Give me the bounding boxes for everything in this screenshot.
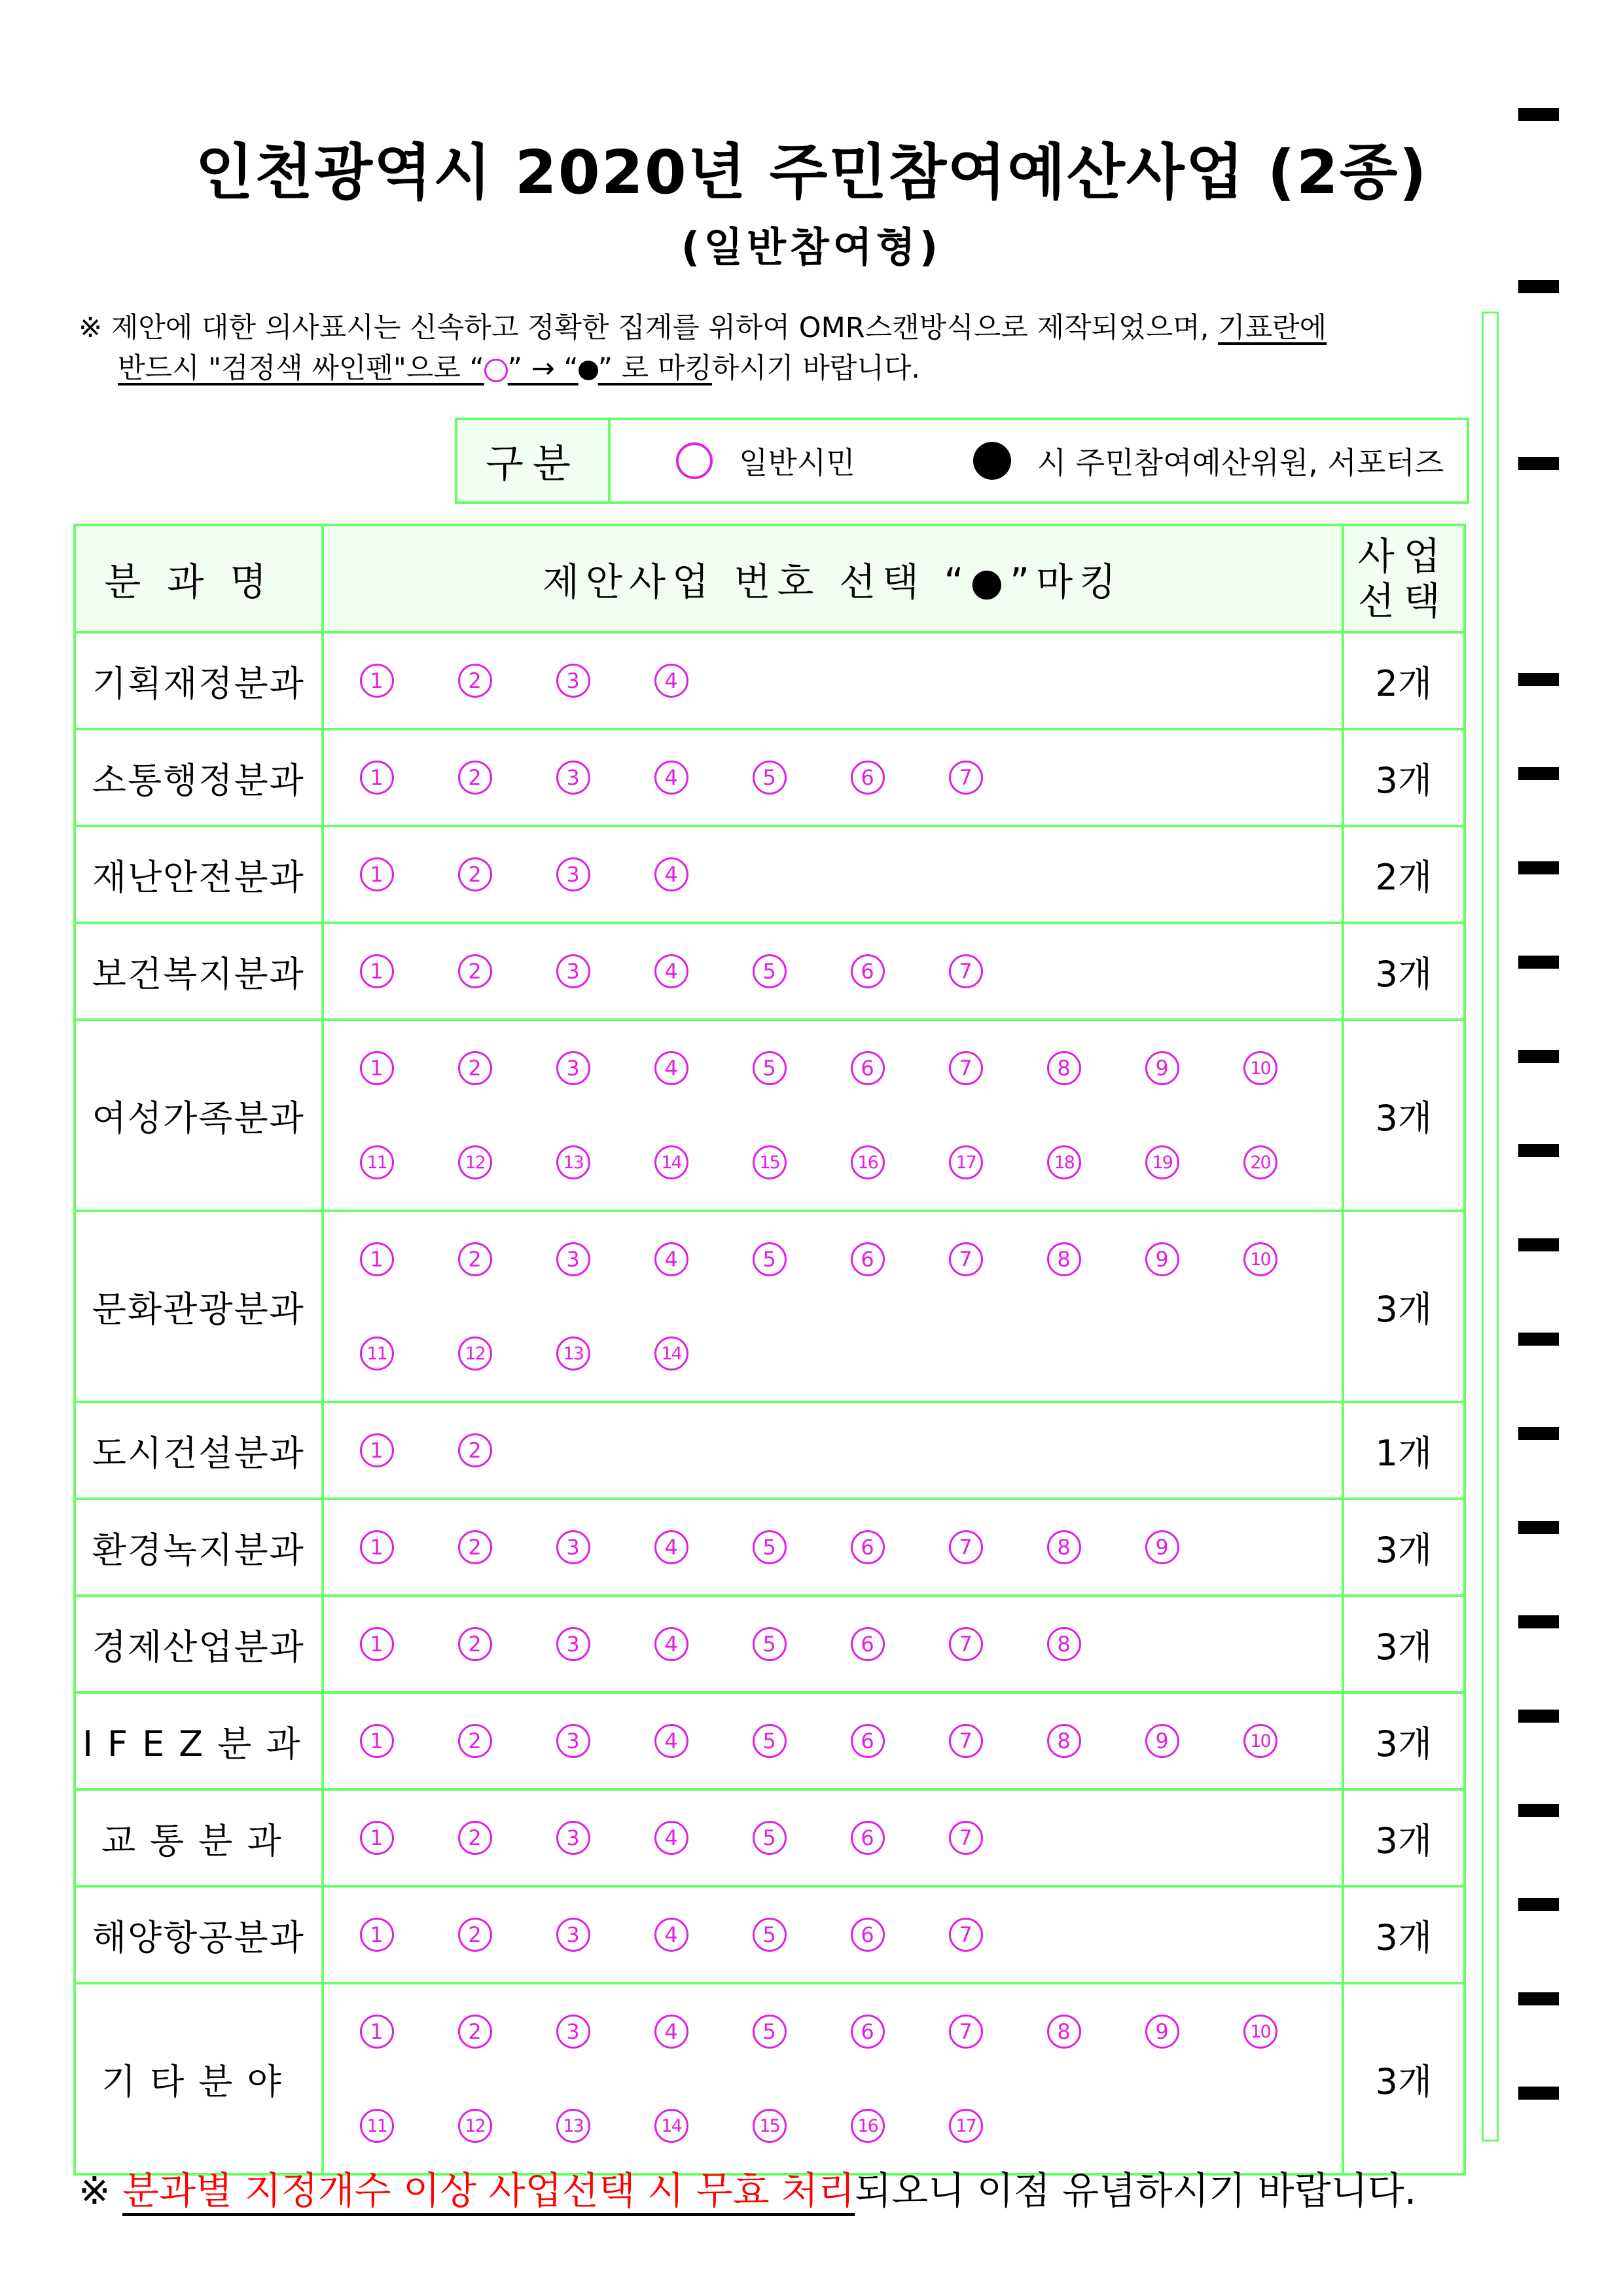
proposal-bubble[interactable]: 7 <box>949 1821 983 1855</box>
table-row <box>75 1596 1465 1693</box>
proposal-bubble[interactable]: 1 <box>360 1433 394 1467</box>
selection-count: 3개 <box>1343 1211 1465 1402</box>
proposal-bubble[interactable]: 8 <box>1047 1242 1081 1276</box>
table-row <box>75 1020 1465 1211</box>
header-selection-count <box>1343 525 1465 632</box>
selection-count: 3개 <box>1343 1983 1465 2174</box>
selection-count: 1개 <box>1343 1402 1465 1499</box>
proposal-bubble[interactable]: 13 <box>556 2109 590 2143</box>
proposal-bubble[interactable]: 3 <box>556 2015 590 2049</box>
bubble-cell <box>323 1789 1343 1886</box>
selection-count: 3개 <box>1343 1789 1465 1886</box>
proposal-bubble[interactable]: 2 <box>458 1051 492 1085</box>
proposal-bubble[interactable]: 7 <box>949 954 983 988</box>
table-row <box>75 1693 1465 1789</box>
bubble-line <box>360 2079 1342 2173</box>
proposal-bubble[interactable]: 3 <box>556 954 590 988</box>
footer-prefix: ※ <box>79 2168 123 2213</box>
timing-mark <box>1518 1898 1559 1911</box>
notice-text-4: ” → “ <box>507 352 579 385</box>
header-count-line2: 선택 <box>1357 579 1450 623</box>
division-name: 환경녹지분과 <box>75 1499 323 1596</box>
table-row <box>75 632 1465 729</box>
bubble-line <box>360 1791 1342 1885</box>
proposal-bubble[interactable]: 8 <box>1047 2015 1081 2049</box>
bubble-line <box>360 1500 1342 1594</box>
bubble-cell <box>323 1402 1343 1499</box>
division-name: 교통분과 <box>75 1789 323 1886</box>
proposal-bubble[interactable]: 6 <box>851 1724 885 1758</box>
proposal-bubble[interactable]: 6 <box>851 1242 885 1276</box>
bubble-line <box>360 1888 1342 1982</box>
proposal-bubble[interactable]: 4 <box>654 1242 688 1276</box>
proposal-bubble[interactable]: 7 <box>949 1242 983 1276</box>
proposal-bubble[interactable]: 9 <box>1145 1051 1179 1085</box>
proposal-bubble[interactable]: 2 <box>458 1433 492 1467</box>
footer-warning: 분과별 지정개수 이상 사업선택 시 무효 처리 <box>122 2168 855 2213</box>
notice-text-3: 반드시 "검정색 싸인펜"으로 “ <box>118 352 484 385</box>
selection-count: 3개 <box>1343 1596 1465 1693</box>
proposal-bubble[interactable]: 1 <box>360 1821 394 1855</box>
proposal-bubble[interactable]: 4 <box>654 2015 688 2049</box>
timing-mark <box>1518 1804 1559 1817</box>
header-proposal: 제안사업 번호 선택 “●”마킹 <box>323 525 1343 632</box>
table-row <box>75 923 1465 1020</box>
header-count-line1: 사업 <box>1357 534 1450 579</box>
proposal-bubble[interactable]: 3 <box>556 1627 590 1661</box>
proposal-bubble[interactable]: 3 <box>556 1724 590 1758</box>
proposal-bubble[interactable]: 5 <box>753 954 787 988</box>
bubble-line <box>360 1021 1342 1115</box>
right-margin-strip <box>1482 312 1499 2142</box>
proposal-bubble[interactable]: 7 <box>949 1724 983 1758</box>
proposal-bubble[interactable]: 2 <box>458 1821 492 1855</box>
proposal-bubble[interactable]: 1 <box>360 1918 394 1952</box>
bubble-line <box>360 730 1342 825</box>
proposal-bubble[interactable]: 13 <box>556 1336 590 1371</box>
proposal-bubble[interactable]: 6 <box>851 954 885 988</box>
bubble-line <box>360 1403 1342 1498</box>
table-row <box>75 729 1465 826</box>
proposal-bubble[interactable]: 19 <box>1145 1145 1179 1179</box>
proposal-bubble[interactable]: 11 <box>360 2109 394 2143</box>
proposal-bubble[interactable]: 7 <box>949 1918 983 1952</box>
proposal-bubble[interactable]: 9 <box>1145 1724 1179 1758</box>
bubble-cell <box>323 632 1343 729</box>
proposal-bubble[interactable]: 4 <box>654 1918 688 1952</box>
proposal-bubble[interactable]: 9 <box>1145 1530 1179 1564</box>
proposal-bubble[interactable]: 5 <box>753 1821 787 1855</box>
proposal-bubble[interactable]: 2 <box>458 1530 492 1564</box>
proposal-bubble[interactable]: 3 <box>556 761 590 795</box>
proposal-bubble[interactable]: 4 <box>654 761 688 795</box>
bubble-cell <box>323 1886 1343 1983</box>
selection-count: 3개 <box>1343 1499 1465 1596</box>
timing-mark <box>1518 956 1559 969</box>
proposal-bubble[interactable]: 14 <box>654 1336 688 1371</box>
selection-count: 2개 <box>1343 632 1465 729</box>
bubble-cell <box>323 1693 1343 1789</box>
proposal-bubble[interactable]: 5 <box>753 1051 787 1085</box>
committee-member-label: 시 주민참여예산위원, 서포터즈 <box>1037 445 1444 480</box>
bubble-cell <box>323 1211 1343 1402</box>
proposal-bubble[interactable]: 10 <box>1243 1724 1277 1758</box>
timing-mark <box>1518 767 1559 780</box>
proposal-bubble[interactable]: 1 <box>360 1530 394 1564</box>
selection-count: 3개 <box>1343 1693 1465 1789</box>
timing-mark <box>1518 861 1559 874</box>
proposal-bubble[interactable]: 4 <box>654 857 688 891</box>
proposal-bubble[interactable]: 7 <box>949 2015 983 2049</box>
division-name: 보건복지분과 <box>75 923 323 1020</box>
proposal-bubble[interactable]: 4 <box>654 954 688 988</box>
bubble-cell <box>323 1499 1343 1596</box>
proposal-bubble[interactable]: 7 <box>949 1051 983 1085</box>
notice-text-5: ” 로 마킹 <box>597 352 712 385</box>
proposal-bubble[interactable]: 11 <box>360 1145 394 1179</box>
timing-mark <box>1518 1333 1559 1346</box>
proposal-bubble[interactable]: 1 <box>360 1242 394 1276</box>
proposal-bubble[interactable]: 7 <box>949 761 983 795</box>
proposal-bubble[interactable]: 13 <box>556 1145 590 1179</box>
proposal-bubble[interactable]: 6 <box>851 1051 885 1085</box>
proposal-bubble[interactable]: 1 <box>360 1051 394 1085</box>
proposal-bubble[interactable]: 5 <box>753 1918 787 1952</box>
division-name: 도시건설분과 <box>75 1402 323 1499</box>
proposal-bubble[interactable]: 8 <box>1047 1051 1081 1085</box>
bubble-line <box>360 827 1342 922</box>
bubble-line <box>360 924 1342 1018</box>
proposal-bubble[interactable]: 2 <box>458 954 492 988</box>
bubble-line <box>360 1984 1342 2079</box>
proposal-bubble[interactable]: 3 <box>556 1242 590 1276</box>
timing-mark <box>1518 1238 1559 1251</box>
proposal-bubble[interactable]: 3 <box>556 664 590 698</box>
respondent-type-legend <box>455 418 1469 504</box>
table-row <box>75 1983 1465 2174</box>
division-name: 해양항공분과 <box>75 1886 323 1983</box>
bubble-cell <box>323 1596 1343 1693</box>
proposal-bubble[interactable]: 17 <box>949 2109 983 2143</box>
division-name: IFEZ분과 <box>75 1693 323 1789</box>
bubble-line <box>360 1212 1342 1306</box>
marking-notice <box>79 308 1486 389</box>
proposal-bubble[interactable]: 2 <box>458 1724 492 1758</box>
proposal-bubble[interactable]: 7 <box>949 1530 983 1564</box>
proposal-bubble[interactable]: 1 <box>360 954 394 988</box>
invalid-warning <box>79 2160 1416 2215</box>
proposal-bubble[interactable]: 1 <box>360 2015 394 2049</box>
division-name: 문화관광분과 <box>75 1211 323 1402</box>
proposal-bubble[interactable]: 4 <box>654 1530 688 1564</box>
proposal-bubble[interactable]: 12 <box>458 2109 492 2143</box>
timing-mark <box>1518 1615 1559 1628</box>
proposal-bubble[interactable]: 1 <box>360 664 394 698</box>
selection-count: 3개 <box>1343 729 1465 826</box>
proposal-bubble[interactable]: 9 <box>1145 2015 1179 2049</box>
proposal-bubble[interactable]: 5 <box>753 1242 787 1276</box>
proposal-bubble[interactable]: 20 <box>1243 1145 1277 1179</box>
division-name: 기타분야 <box>75 1983 323 2174</box>
proposal-bubble[interactable]: 4 <box>654 1724 688 1758</box>
proposal-bubble[interactable]: 3 <box>556 1821 590 1855</box>
timing-mark <box>1518 1050 1559 1063</box>
proposal-bubble[interactable]: 3 <box>556 1530 590 1564</box>
timing-mark <box>1518 280 1559 293</box>
bubble-cell <box>323 1983 1343 2174</box>
timing-mark <box>1518 1521 1559 1534</box>
proposal-bubble[interactable]: 14 <box>654 1145 688 1179</box>
proposal-bubble[interactable]: 2 <box>458 1242 492 1276</box>
proposal-bubble[interactable]: 1 <box>360 1627 394 1661</box>
division-name: 재난안전분과 <box>75 826 323 923</box>
proposal-bubble[interactable]: 8 <box>1047 1724 1081 1758</box>
proposal-bubble[interactable]: 10 <box>1243 2015 1277 2049</box>
proposal-bubble[interactable]: 14 <box>654 2109 688 2143</box>
table-row <box>75 826 1465 923</box>
proposal-bubble[interactable]: 16 <box>851 2109 885 2143</box>
proposal-bubble[interactable]: 6 <box>851 1821 885 1855</box>
proposal-bubble[interactable]: 10 <box>1243 1242 1277 1276</box>
footer-suffix: 되오니 이점 유념하시기 바랍니다. <box>855 2168 1417 2213</box>
timing-mark <box>1518 457 1559 470</box>
proposal-bubble[interactable]: 4 <box>654 1051 688 1085</box>
header-division-name: 분과명 <box>75 525 323 632</box>
proposal-bubble[interactable]: 4 <box>654 664 688 698</box>
timing-mark <box>1518 2087 1559 2100</box>
proposal-bubble[interactable]: 6 <box>851 1918 885 1952</box>
proposal-bubble[interactable]: 8 <box>1047 1627 1081 1661</box>
timing-mark <box>1518 1144 1559 1157</box>
proposal-bubble[interactable]: 2 <box>458 1918 492 1952</box>
proposal-bubble[interactable]: 5 <box>753 1627 787 1661</box>
bubble-cell <box>323 1020 1343 1211</box>
proposal-bubble[interactable]: 8 <box>1047 1530 1081 1564</box>
notice-text-6: 하시기 바랍니다. <box>711 352 921 385</box>
proposal-selection-table <box>73 524 1466 2176</box>
proposal-bubble[interactable]: 5 <box>753 1724 787 1758</box>
table-row <box>75 1211 1465 1402</box>
proposal-bubble[interactable]: 9 <box>1145 1242 1179 1276</box>
table-row <box>75 1402 1465 1499</box>
proposal-bubble[interactable]: 5 <box>753 2015 787 2049</box>
proposal-bubble[interactable]: 2 <box>458 664 492 698</box>
selection-count: 3개 <box>1343 1886 1465 1983</box>
timing-mark <box>1518 1427 1559 1440</box>
proposal-bubble[interactable]: 2 <box>458 857 492 891</box>
notice-text-2: 기표란에 <box>1218 312 1327 344</box>
page-title: 인천광역시 2020년 주민참여예산사업 (2종) <box>195 137 1428 207</box>
timing-mark <box>1518 1992 1559 2005</box>
proposal-bubble[interactable]: 16 <box>851 1145 885 1179</box>
proposal-bubble[interactable]: 3 <box>556 1051 590 1085</box>
selection-count: 3개 <box>1343 923 1465 1020</box>
proposal-bubble[interactable]: 10 <box>1243 1051 1277 1085</box>
page-subtitle: (일반참여형) <box>681 223 942 271</box>
table-row <box>75 1789 1465 1886</box>
division-name: 소통행정분과 <box>75 729 323 826</box>
proposal-bubble[interactable]: 4 <box>654 1821 688 1855</box>
division-name: 경제산업분과 <box>75 1596 323 1693</box>
timing-mark <box>1518 673 1559 686</box>
proposal-bubble[interactable]: 6 <box>851 1627 885 1661</box>
empty-circle-icon <box>484 359 508 382</box>
selection-count: 3개 <box>1343 1020 1465 1211</box>
filled-circle-icon <box>579 361 598 380</box>
proposal-bubble[interactable]: 1 <box>360 761 394 795</box>
general-citizen-label: 일반시민 <box>739 445 855 480</box>
timing-mark <box>1518 108 1559 121</box>
committee-member-bubble[interactable] <box>973 442 1011 480</box>
proposal-bubble[interactable]: 3 <box>556 1918 590 1952</box>
division-name: 여성가족분과 <box>75 1020 323 1211</box>
proposal-bubble[interactable]: 6 <box>851 1530 885 1564</box>
selection-count: 2개 <box>1343 826 1465 923</box>
proposal-bubble[interactable]: 1 <box>360 857 394 891</box>
proposal-bubble[interactable]: 2 <box>458 1627 492 1661</box>
bubble-cell <box>323 826 1343 923</box>
proposal-bubble[interactable]: 5 <box>753 1530 787 1564</box>
table-row <box>75 1886 1465 1983</box>
proposal-bubble[interactable]: 2 <box>458 2015 492 2049</box>
proposal-bubble[interactable]: 18 <box>1047 1145 1081 1179</box>
legend-label: 구분 <box>457 420 611 501</box>
bubble-line <box>360 1306 1342 1401</box>
notice-text-1: ※ 제안에 대한 의사표시는 신속하고 정확한 집계를 위하여 OMR스캔방식으로 제작되었으며, <box>79 312 1219 344</box>
table-row <box>75 1499 1465 1596</box>
proposal-bubble[interactable]: 15 <box>753 1145 787 1179</box>
proposal-bubble[interactable]: 1 <box>360 1724 394 1758</box>
general-citizen-bubble[interactable] <box>676 442 713 479</box>
bubble-cell <box>323 923 1343 1020</box>
proposal-bubble[interactable]: 17 <box>949 1145 983 1179</box>
table-header-row <box>75 525 1465 632</box>
bubble-line <box>360 1694 1342 1788</box>
proposal-bubble[interactable]: 6 <box>851 761 885 795</box>
proposal-bubble[interactable]: 2 <box>458 761 492 795</box>
bubble-line <box>360 1115 1342 1210</box>
proposal-bubble[interactable]: 4 <box>654 1627 688 1661</box>
proposal-bubble[interactable]: 12 <box>458 1336 492 1371</box>
proposal-bubble[interactable]: 6 <box>851 2015 885 2049</box>
proposal-bubble[interactable]: 5 <box>753 761 787 795</box>
bubble-line <box>360 1597 1342 1691</box>
proposal-bubble[interactable]: 7 <box>949 1627 983 1661</box>
proposal-bubble[interactable]: 15 <box>753 2109 787 2143</box>
division-name: 기획재정분과 <box>75 632 323 729</box>
bubble-line <box>360 634 1342 728</box>
timing-mark <box>1518 1710 1559 1723</box>
proposal-bubble[interactable]: 12 <box>458 1145 492 1179</box>
proposal-bubble[interactable]: 3 <box>556 857 590 891</box>
bubble-cell <box>323 729 1343 826</box>
proposal-bubble[interactable]: 11 <box>360 1336 394 1371</box>
